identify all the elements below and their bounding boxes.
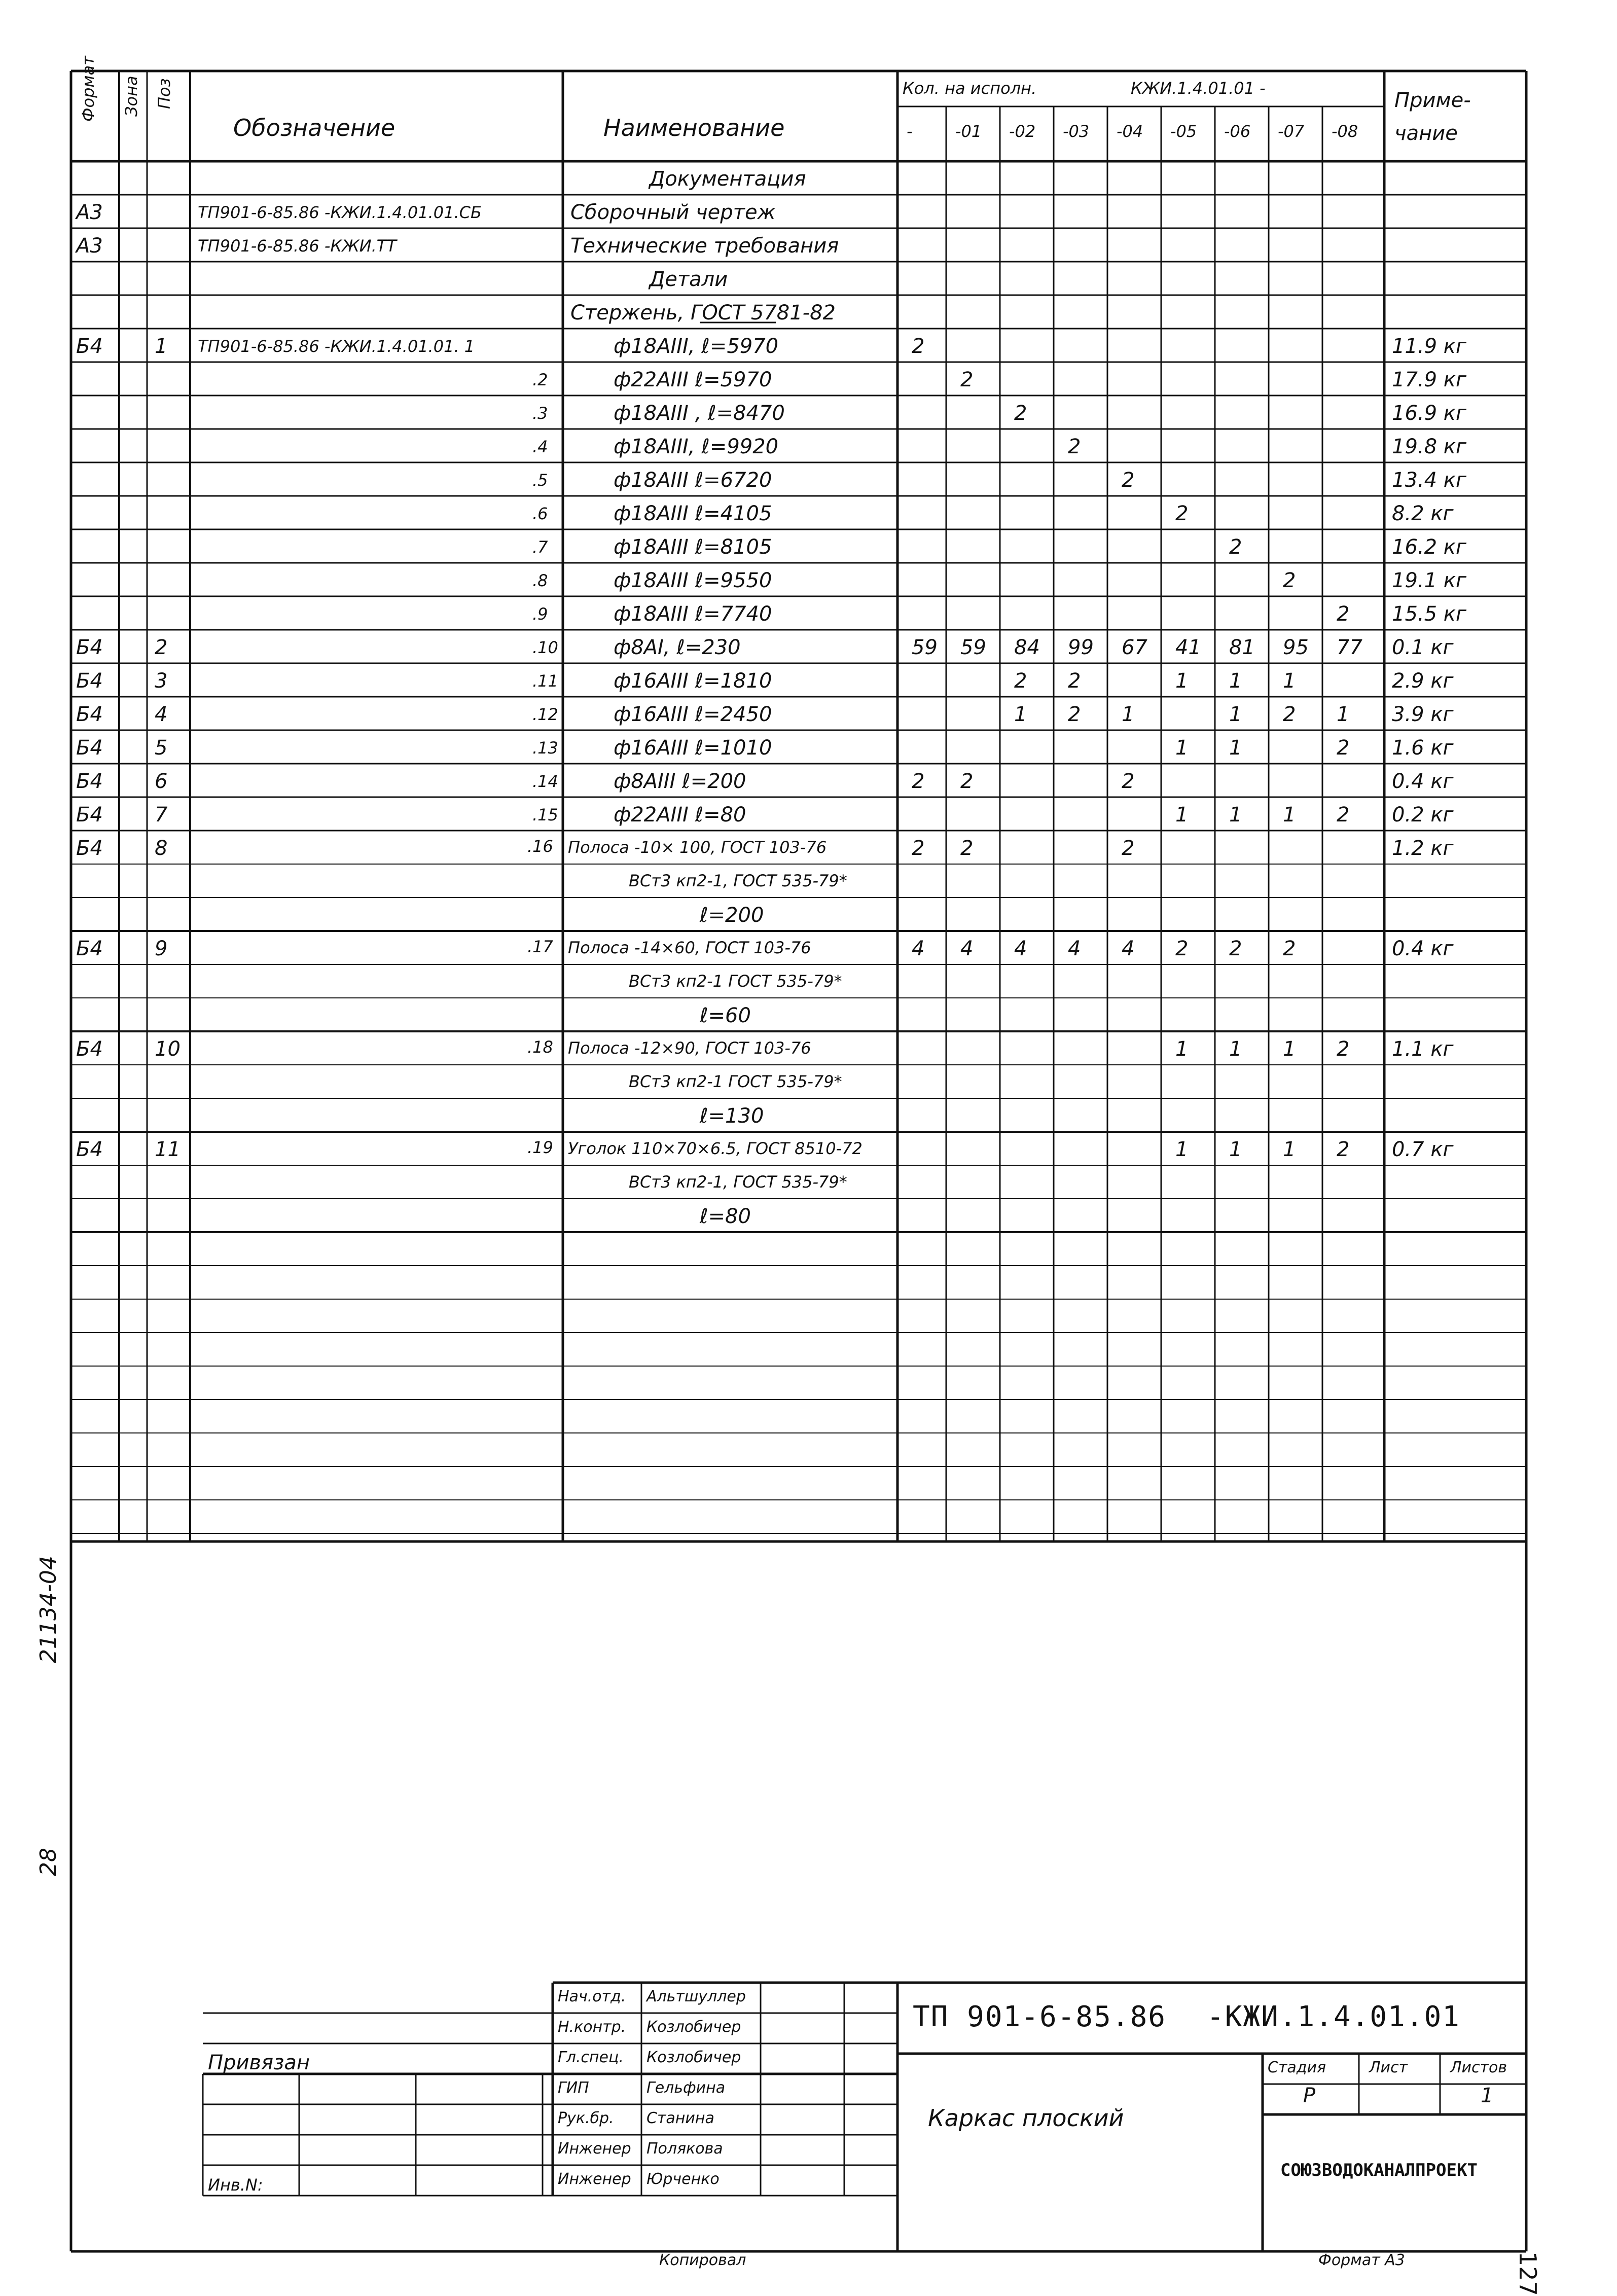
row-name: ф18АIII ℓ=8105 bbox=[614, 535, 772, 559]
row-qty: 2 bbox=[1068, 669, 1081, 693]
stamp-role: Инженер bbox=[558, 2170, 631, 2188]
row-designation: .12 bbox=[532, 705, 558, 724]
strip-note: 1.1 кг bbox=[1392, 1037, 1454, 1061]
strip-qty: 4 bbox=[1014, 937, 1027, 960]
strip-designation: .16 bbox=[527, 837, 553, 856]
strip-qty: 1 bbox=[1229, 1037, 1242, 1061]
row-qty: 1 bbox=[1175, 669, 1189, 693]
row-pos: 2 bbox=[155, 636, 168, 659]
row-designation: .7 bbox=[532, 537, 548, 557]
row-name: ф18АIII ℓ=9550 bbox=[614, 569, 772, 592]
row-pos: 6 bbox=[155, 770, 168, 793]
row-note: 3.9 кг bbox=[1392, 703, 1454, 726]
qty-col-header: -07 bbox=[1278, 122, 1305, 141]
strip-note: 1.2 кг bbox=[1392, 837, 1454, 860]
row-note: 16.9 кг bbox=[1392, 402, 1466, 425]
row-name: ф16АIII ℓ=2450 bbox=[614, 703, 772, 726]
row-qty: 77 bbox=[1337, 636, 1362, 659]
strip-line-1: Уголок 110×70×6.5, ГОСТ 8510-72 bbox=[568, 1139, 863, 1158]
row-qty: 41 bbox=[1175, 636, 1201, 659]
row-note: 11.9 кг bbox=[1392, 335, 1466, 358]
stamp-bound: Привязан bbox=[208, 2051, 310, 2074]
strip-qty: 2 bbox=[1337, 1037, 1350, 1061]
row-format: Б4 bbox=[76, 770, 103, 793]
strip-qty: 2 bbox=[1229, 937, 1242, 960]
row-qty: 59 bbox=[912, 636, 938, 659]
strip-pos: 8 bbox=[155, 837, 168, 860]
header-designation: Обозначение bbox=[233, 114, 396, 141]
strip-qty: 4 bbox=[912, 937, 925, 960]
row-name: Детали bbox=[649, 268, 728, 291]
qty-col-header: -01 bbox=[955, 122, 982, 141]
row-qty: 59 bbox=[960, 636, 986, 659]
row-name: ф8АI, ℓ=230 bbox=[614, 636, 741, 659]
stamp-person: Козлобичер bbox=[646, 2049, 741, 2066]
stamp-stage: Р bbox=[1303, 2084, 1316, 2107]
row-qty: 2 bbox=[960, 368, 974, 391]
strip-format: Б4 bbox=[76, 837, 103, 860]
row-note: 13.4 кг bbox=[1392, 469, 1466, 492]
row-note: 19.8 кг bbox=[1392, 435, 1466, 458]
row-note: 15.5 кг bbox=[1392, 602, 1466, 626]
strip-line-3: ℓ=200 bbox=[700, 904, 764, 927]
row-qty: 1 bbox=[1283, 803, 1296, 827]
row-format: Б4 bbox=[76, 636, 103, 659]
strip-qty: 2 bbox=[1175, 937, 1189, 960]
qty-col-header: -05 bbox=[1170, 122, 1197, 141]
row-designation: .8 bbox=[532, 571, 548, 590]
strip-line-1: Полоса -12×90, ГОСТ 103-76 bbox=[568, 1038, 811, 1058]
row-format: Б4 bbox=[76, 703, 103, 726]
row-designation: ТП901-6-85.86 -КЖИ.ТТ bbox=[198, 236, 397, 256]
row-qty: 1 bbox=[1337, 703, 1350, 726]
row-qty: 2 bbox=[1122, 469, 1135, 492]
row-qty: 1 bbox=[1229, 803, 1242, 827]
stamp-sheet-label: Лист bbox=[1369, 2059, 1408, 2076]
strip-line-2: ВСт3 кп2-1, ГОСТ 535-79* bbox=[629, 871, 847, 890]
row-qty: 1 bbox=[1122, 703, 1135, 726]
row-designation: .5 bbox=[532, 471, 548, 490]
side-num: 28 bbox=[35, 1848, 61, 1876]
row-qty: 1 bbox=[1014, 703, 1027, 726]
strip-format: Б4 bbox=[76, 1138, 103, 1161]
row-qty: 2 bbox=[1283, 703, 1296, 726]
header-note-2: чание bbox=[1394, 122, 1458, 145]
row-name: ф16АIII ℓ=1810 bbox=[614, 669, 772, 693]
stamp-role: ГИП bbox=[558, 2079, 589, 2097]
strip-pos: 9 bbox=[155, 937, 168, 960]
row-format: Б4 bbox=[76, 736, 103, 760]
header-pos: Поз bbox=[155, 78, 174, 109]
stamp-person: Козлобичер bbox=[646, 2018, 741, 2036]
row-note: 8.2 кг bbox=[1392, 502, 1454, 525]
row-qty: 2 bbox=[912, 335, 925, 358]
row-format: Б4 bbox=[76, 803, 103, 827]
stamp-person: Полякова bbox=[646, 2140, 723, 2158]
row-name: ф18АIII ℓ=4105 bbox=[614, 502, 772, 525]
row-name: ф18АIII, ℓ=9920 bbox=[614, 435, 779, 458]
strip-qty: 4 bbox=[960, 937, 974, 960]
header-format: Формат bbox=[79, 56, 98, 122]
row-qty: 95 bbox=[1283, 636, 1309, 659]
strip-qty: 1 bbox=[1283, 1138, 1296, 1161]
row-pos: 4 bbox=[155, 703, 168, 726]
row-name: Сборочный чертеж bbox=[570, 201, 776, 224]
row-note: 0.1 кг bbox=[1392, 636, 1454, 659]
row-format: А3 bbox=[76, 234, 103, 258]
strip-line-1: Полоса -10× 100, ГОСТ 103-76 bbox=[568, 838, 827, 857]
stamp-stage-label: Стадия bbox=[1268, 2059, 1326, 2076]
strip-line-3: ℓ=130 bbox=[700, 1104, 764, 1128]
row-qty: 2 bbox=[1229, 535, 1242, 559]
row-qty: 1 bbox=[1229, 703, 1242, 726]
row-name: ф8АIII ℓ=200 bbox=[614, 770, 746, 793]
stamp-format: Формат А3 bbox=[1318, 2251, 1405, 2269]
row-name: Документация bbox=[649, 167, 806, 191]
row-format: Б4 bbox=[76, 335, 103, 358]
row-designation: .6 bbox=[532, 504, 548, 523]
strip-qty: 2 bbox=[1283, 937, 1296, 960]
row-name: ф16АIII ℓ=1010 bbox=[614, 736, 772, 760]
strip-line-2: ВСт3 кп2-1 ГОСТ 535-79* bbox=[629, 972, 842, 991]
strip-qty: 2 bbox=[1337, 1138, 1350, 1161]
row-note: 2.9 кг bbox=[1392, 669, 1454, 693]
row-qty: 2 bbox=[960, 770, 974, 793]
row-name: Стержень, ГОСТ 5781-82 bbox=[570, 301, 836, 325]
stamp-org: СОЮЗВОДОКАНАЛПРОЕКТ bbox=[1280, 2160, 1478, 2180]
strip-designation: .17 bbox=[527, 937, 553, 956]
header-qty-title: Кол. на исполн. bbox=[903, 79, 1037, 98]
row-qty: 2 bbox=[1337, 803, 1350, 827]
header-note-1: Приме- bbox=[1394, 89, 1471, 112]
row-format: А3 bbox=[76, 201, 103, 224]
row-designation: ТП901-6-85.86 -КЖИ.1.4.01.01. 1 bbox=[198, 337, 475, 356]
row-name: ф22АIII ℓ=5970 bbox=[614, 368, 772, 391]
strip-qty: 1 bbox=[1283, 1037, 1296, 1061]
row-designation: .13 bbox=[532, 738, 558, 758]
row-designation: .4 bbox=[532, 437, 548, 456]
row-qty: 81 bbox=[1229, 636, 1255, 659]
stamp-doc-code: ТП 901-6-85.86 bbox=[913, 2000, 1167, 2033]
row-qty: 2 bbox=[1014, 669, 1027, 693]
header-qty-doc: КЖИ.1.4.01.01 - bbox=[1131, 79, 1266, 98]
strip-note: 0.4 кг bbox=[1392, 937, 1454, 960]
stamp-doc-suffix: -КЖИ.1.4.01.01 bbox=[1207, 2000, 1461, 2033]
strip-qty: 1 bbox=[1229, 1138, 1242, 1161]
row-qty: 2 bbox=[1337, 602, 1350, 626]
stamp-role: Рук.бр. bbox=[558, 2109, 614, 2127]
qty-col-header: - bbox=[907, 122, 913, 141]
row-name: ф18АIII ℓ=7740 bbox=[614, 602, 772, 626]
stamp-person: Гельфина bbox=[646, 2079, 726, 2097]
strip-qty: 2 bbox=[960, 837, 974, 860]
row-designation: .3 bbox=[532, 404, 548, 423]
qty-col-header: -08 bbox=[1332, 122, 1358, 141]
strip-designation: .19 bbox=[527, 1138, 553, 1157]
qty-col-header: -04 bbox=[1117, 122, 1143, 141]
row-designation: .14 bbox=[532, 772, 558, 791]
row-note: 19.1 кг bbox=[1392, 569, 1466, 592]
row-qty: 1 bbox=[1283, 669, 1296, 693]
row-qty: 2 bbox=[1175, 502, 1189, 525]
stamp-person: Станина bbox=[646, 2109, 714, 2127]
row-name: Технические требования bbox=[570, 234, 839, 258]
strip-note: 0.7 кг bbox=[1392, 1138, 1454, 1161]
stamp-role: Инженер bbox=[558, 2140, 631, 2158]
stamp-copied: Копировал bbox=[659, 2251, 746, 2269]
strip-qty: 2 bbox=[1122, 837, 1135, 860]
row-pos: 7 bbox=[155, 803, 168, 827]
row-note: 0.4 кг bbox=[1392, 770, 1454, 793]
strip-qty: 4 bbox=[1122, 937, 1135, 960]
stamp-role: Н.контр. bbox=[558, 2018, 626, 2036]
page-number: 127 bbox=[1514, 2251, 1541, 2296]
stamp-title: Каркас плоский bbox=[928, 2104, 1124, 2132]
qty-col-header: -03 bbox=[1063, 122, 1090, 141]
strip-pos: 10 bbox=[155, 1037, 181, 1061]
header-zone: Зона bbox=[122, 76, 141, 117]
row-name: ф18АIII, ℓ=5970 bbox=[614, 335, 779, 358]
row-qty: 84 bbox=[1014, 636, 1040, 659]
strip-format: Б4 bbox=[76, 1037, 103, 1061]
strip-line-3: ℓ=60 bbox=[700, 1004, 751, 1027]
strip-line-1: Полоса -14×60, ГОСТ 103-76 bbox=[568, 938, 811, 957]
strip-format: Б4 bbox=[76, 937, 103, 960]
row-qty: 1 bbox=[1229, 736, 1242, 760]
row-designation: .2 bbox=[532, 370, 548, 389]
strip-designation: .18 bbox=[527, 1037, 553, 1057]
row-qty: 67 bbox=[1122, 636, 1147, 659]
row-qty: 1 bbox=[1229, 669, 1242, 693]
row-name: ф22АIII ℓ=80 bbox=[614, 803, 746, 827]
row-qty: 2 bbox=[1068, 435, 1081, 458]
row-designation: .10 bbox=[532, 638, 558, 657]
row-note: 0.2 кг bbox=[1392, 803, 1454, 827]
strip-qty: 4 bbox=[1068, 937, 1081, 960]
row-pos: 5 bbox=[155, 736, 168, 760]
row-note: 17.9 кг bbox=[1392, 368, 1466, 391]
qty-col-header: -02 bbox=[1009, 122, 1036, 141]
row-designation: .11 bbox=[532, 671, 558, 691]
header-name: Наименование bbox=[603, 114, 785, 141]
row-note: 1.6 кг bbox=[1392, 736, 1454, 760]
row-qty: 2 bbox=[1283, 569, 1296, 592]
row-pos: 3 bbox=[155, 669, 168, 693]
row-name: ф18АIII , ℓ=8470 bbox=[614, 402, 785, 425]
stamp-sheets-label: Листов bbox=[1450, 2059, 1507, 2076]
qty-col-header: -06 bbox=[1224, 122, 1251, 141]
row-note: 16.2 кг bbox=[1392, 535, 1466, 559]
side-code: 21134-04 bbox=[35, 1556, 61, 1663]
strip-qty: 1 bbox=[1175, 1037, 1189, 1061]
row-designation: .9 bbox=[532, 604, 548, 624]
row-qty: 1 bbox=[1175, 736, 1189, 760]
row-qty: 1 bbox=[1175, 803, 1189, 827]
row-designation: ТП901-6-85.86 -КЖИ.1.4.01.01.СБ bbox=[198, 203, 482, 222]
row-qty: 99 bbox=[1068, 636, 1094, 659]
row-qty: 2 bbox=[912, 770, 925, 793]
stamp-inv: Инв.N: bbox=[208, 2175, 263, 2195]
row-qty: 2 bbox=[1068, 703, 1081, 726]
row-designation: .15 bbox=[532, 805, 558, 824]
strip-pos: 11 bbox=[155, 1138, 181, 1161]
row-format: Б4 bbox=[76, 669, 103, 693]
strip-qty: 2 bbox=[912, 837, 925, 860]
stamp-person: Юрченко bbox=[646, 2170, 720, 2188]
stamp-role: Гл.спец. bbox=[558, 2049, 624, 2066]
stamp-role: Нач.отд. bbox=[558, 1988, 626, 2005]
row-pos: 1 bbox=[155, 335, 168, 358]
row-qty: 2 bbox=[1014, 402, 1027, 425]
stamp-person: Альтшуллер bbox=[646, 1988, 746, 2005]
row-qty: 2 bbox=[1337, 736, 1350, 760]
strip-qty: 1 bbox=[1175, 1138, 1189, 1161]
stamp-sheets: 1 bbox=[1481, 2084, 1494, 2107]
strip-line-3: ℓ=80 bbox=[700, 1205, 751, 1228]
strip-line-2: ВСт3 кп2-1 ГОСТ 535-79* bbox=[629, 1072, 842, 1091]
strip-line-2: ВСт3 кп2-1, ГОСТ 535-79* bbox=[629, 1172, 847, 1192]
row-qty: 2 bbox=[1122, 770, 1135, 793]
row-name: ф18АIII ℓ=6720 bbox=[614, 469, 772, 492]
